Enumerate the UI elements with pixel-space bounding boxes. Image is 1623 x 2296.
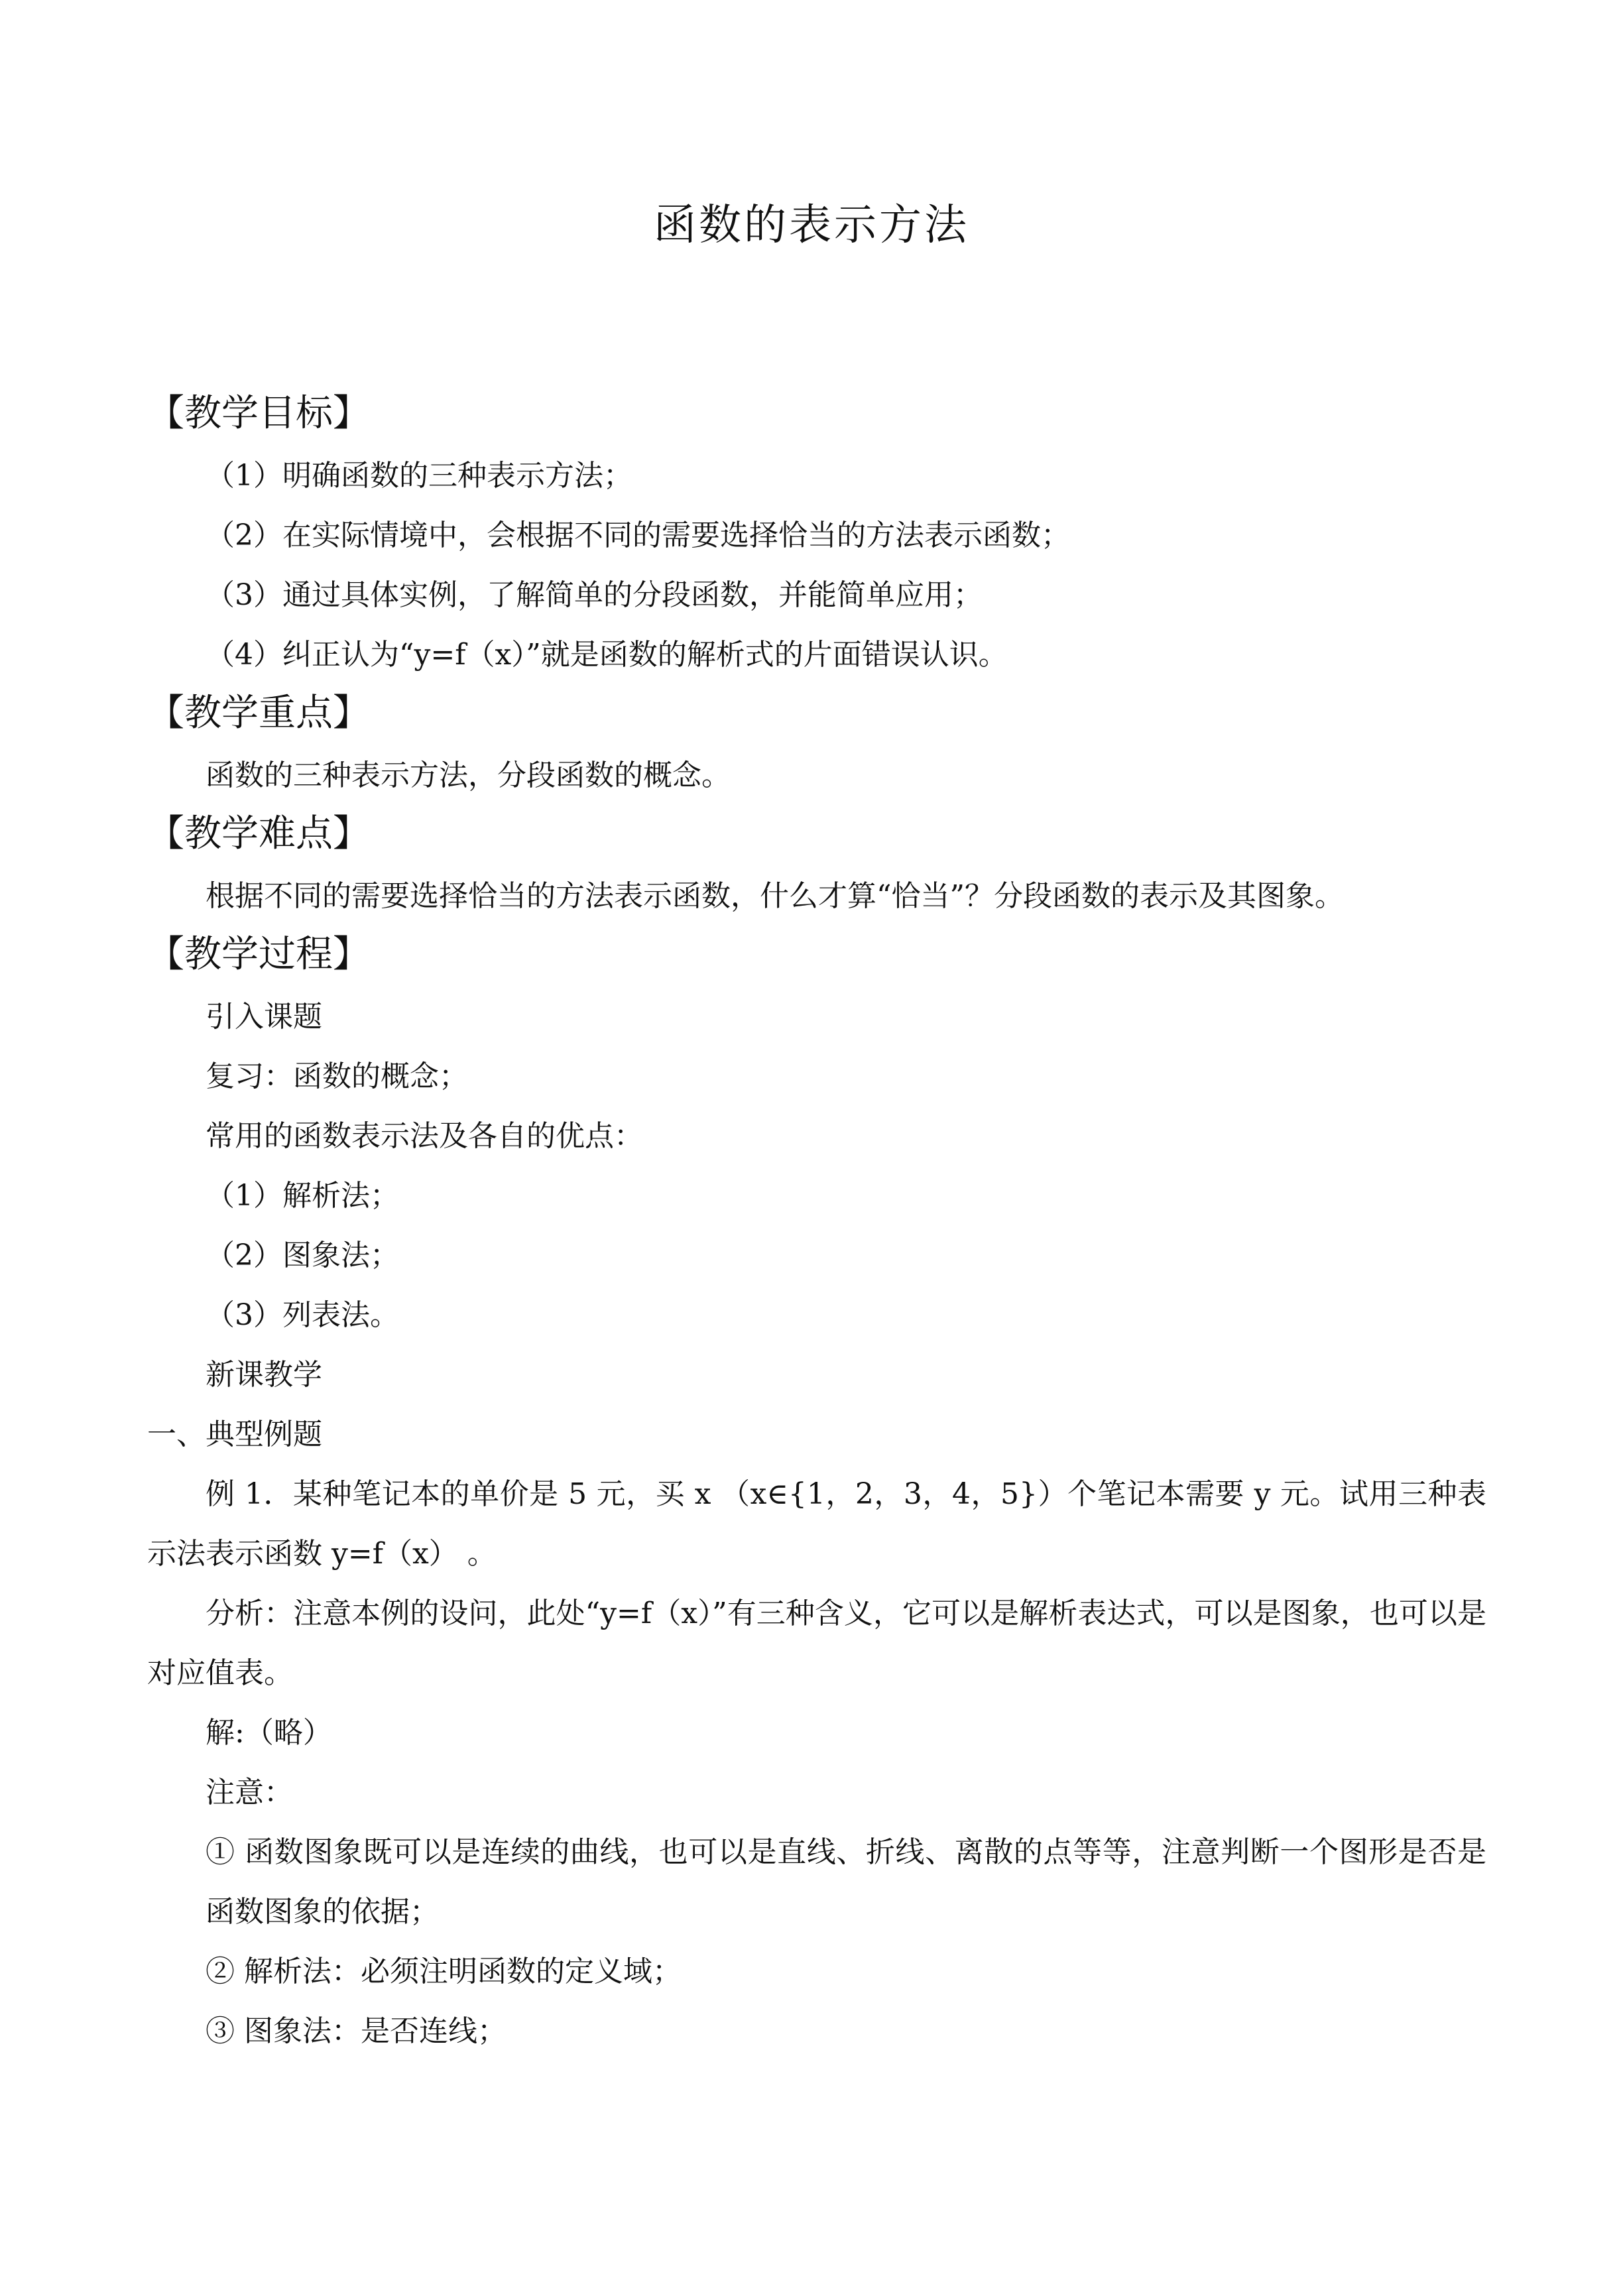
process-common-methods: 常用的函数表示法及各自的优点：	[206, 1119, 643, 1153]
note-item-1: ① 函数图象既可以是连续的曲线，也可以是直线、折线、离散的点等等，注意判断一个图形是否是函数图象的依据；	[206, 1835, 1486, 1929]
method-item-3: （3）列表法。	[206, 1298, 399, 1332]
analysis-paragraph: 分析：注意本例的设问，此处“y=f（x）”有三种含义，它可以是解析表达式，可以是图象，也可以是对应值表。	[147, 1597, 1486, 1690]
objectives-heading: 【教学目标】	[147, 392, 370, 435]
note-item-3: ③ 图象法：是否连线；	[206, 2014, 507, 2048]
difficulties-text: 根据不同的需要选择恰当的方法表示函数，什么才算“恰当”？分段函数的表示及其图象。	[206, 879, 1344, 913]
objective-item-3: （3）通过具体实例，了解简单的分段函数，并能简单应用；	[206, 578, 983, 612]
objective-item-2: （2）在实际情境中，会根据不同的需要选择恰当的方法表示函数；	[206, 518, 1070, 552]
objective-item-4: （4）纠正认为“y=f（x）”就是函数的解析式的片面错误认识。	[206, 638, 1008, 672]
notes-label: 注意：	[206, 1776, 293, 1809]
process-review: 复习：函数的概念；	[206, 1059, 468, 1093]
process-intro: 引入课题	[206, 1000, 322, 1034]
solution-line: 解:（略）	[206, 1716, 332, 1750]
section-one-heading: 一、典型例题	[147, 1418, 322, 1451]
example-1: 例 1．某种笔记本的单价是 5 元，买 x （x∈{1，2，3，4，5}）个笔记本需要 y 元。试用三种表示法表示函数 y=f（x） 。	[147, 1477, 1486, 1571]
process-new-lesson: 新课教学	[206, 1358, 322, 1392]
key-points-heading: 【教学重点】	[147, 692, 370, 735]
method-item-2: （2）图象法；	[206, 1239, 399, 1272]
note-item-2: ② 解析法：必须注明函数的定义域；	[206, 1955, 682, 1988]
process-heading: 【教学过程】	[147, 933, 370, 976]
method-item-1: （1）解析法；	[206, 1179, 399, 1213]
document-title: 函数的表示方法	[654, 201, 969, 250]
difficulties-heading: 【教学难点】	[147, 812, 370, 855]
key-points-text: 函数的三种表示方法，分段函数的概念。	[206, 758, 731, 792]
objective-item-1: （1）明确函数的三种表示方法；	[206, 459, 632, 493]
